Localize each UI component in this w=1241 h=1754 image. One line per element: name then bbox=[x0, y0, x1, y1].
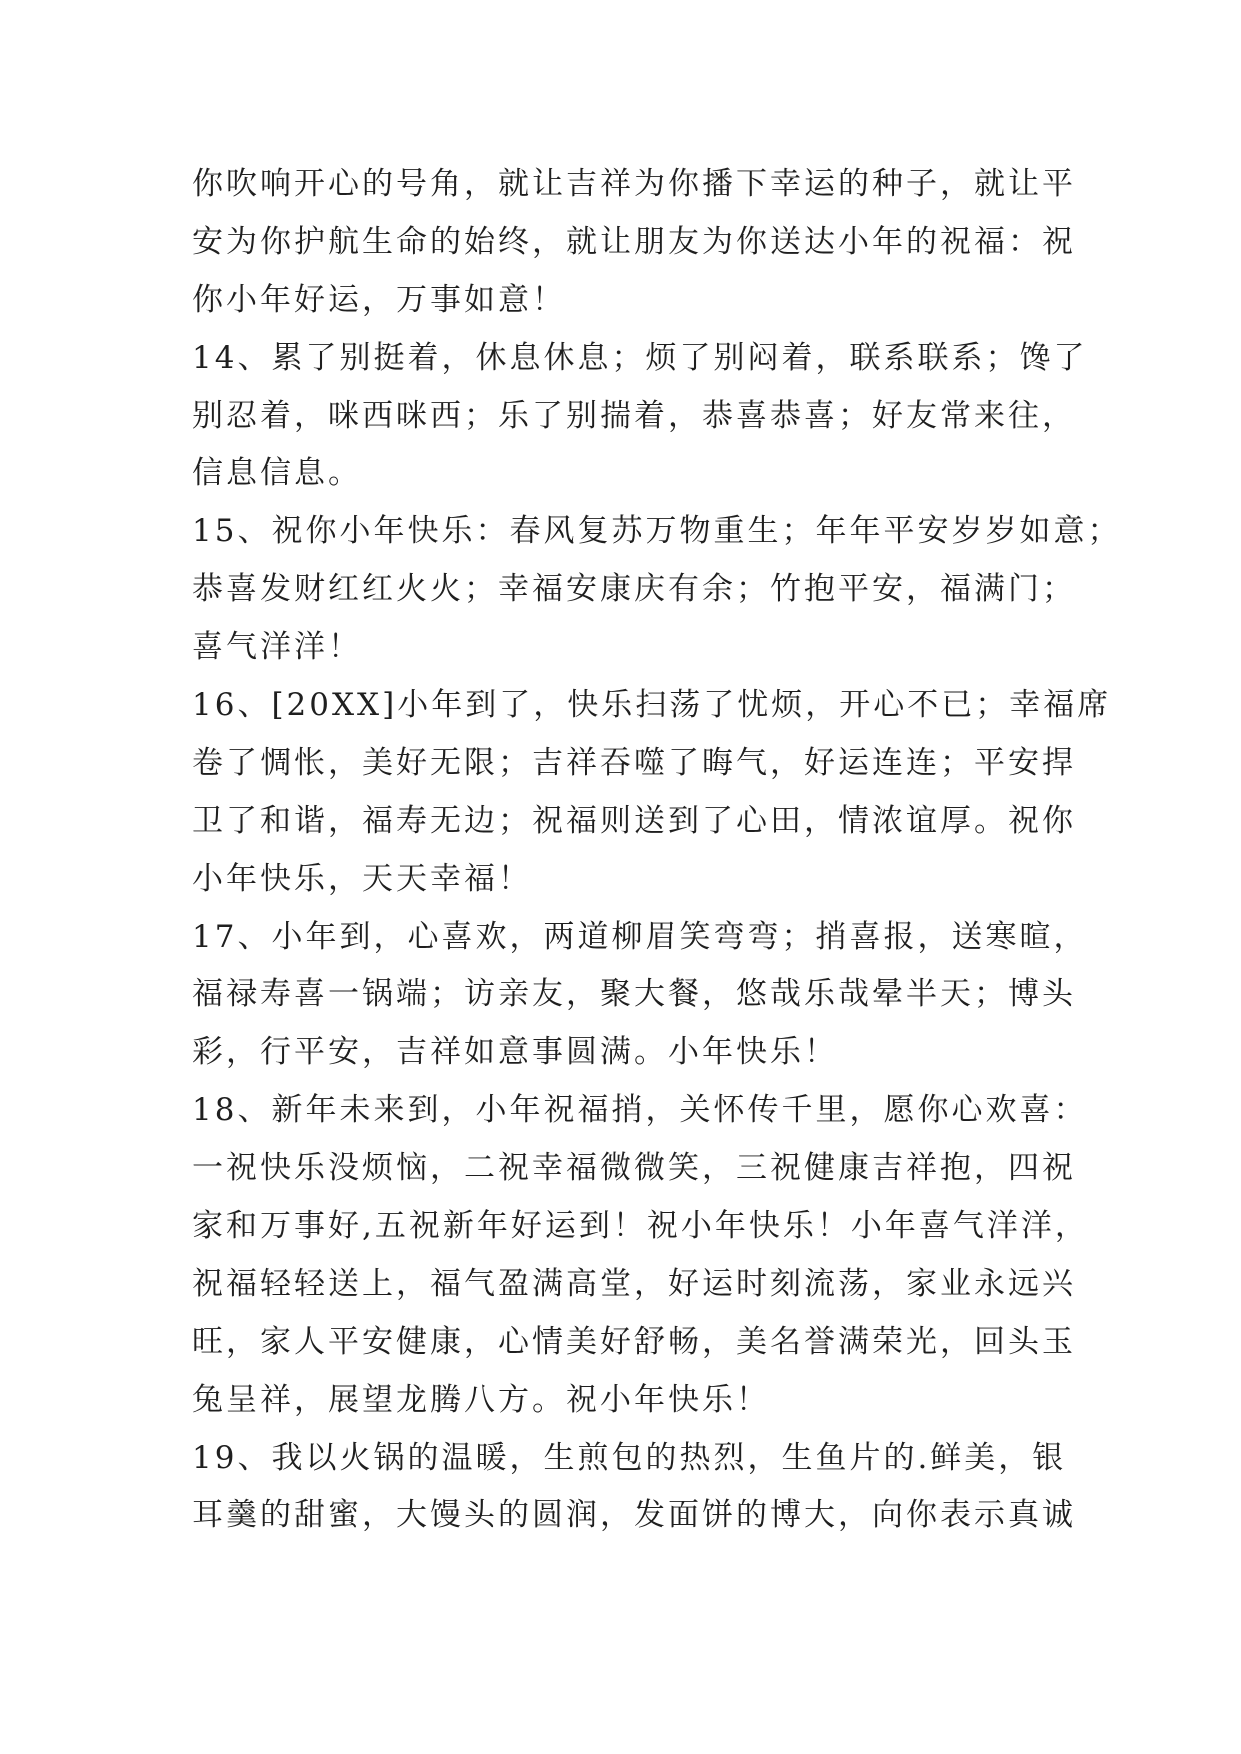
text-line: 旺，家人平安健康，心情美好舒畅，美名誉满荣光，回头玉 bbox=[192, 1323, 1076, 1360]
text-line: 19、我以火锅的温暖，生煎包的热烈，生鱼片的.鲜美，银 bbox=[192, 1439, 1067, 1476]
text-line: 喜气洋洋！ bbox=[192, 629, 362, 666]
text-line: 卫了和谐，福寿无边；祝福则送到了心田，情浓谊厚。祝你 bbox=[192, 802, 1076, 839]
body-text bbox=[192, 156, 1122, 1545]
text-line: 恭喜发财红红火火；幸福安康庆有余；竹抱平安，福满门； bbox=[192, 571, 1076, 608]
text-line: 耳羹的甜蜜，大馒头的圆润，发面饼的博大，向你表示真诚 bbox=[192, 1497, 1076, 1534]
text-line: 你小年好运，万事如意！ bbox=[192, 281, 566, 318]
text-line: 福禄寿喜一锅端；访亲友，聚大餐，悠哉乐哉晕半天；博头 bbox=[192, 976, 1076, 1013]
text-line: 兔呈祥，展望龙腾八方。祝小年快乐！ bbox=[192, 1381, 770, 1418]
text-line: 卷了惆怅，美好无限；吉祥吞噬了晦气，好运连连；平安捍 bbox=[192, 744, 1076, 781]
text-line: 14、累了别挺着，休息休息；烦了别闷着，联系联系；馋了 bbox=[192, 339, 1088, 376]
text-line: 安为你护航生命的始终，就让朋友为你送达小年的祝福：祝 bbox=[192, 223, 1076, 260]
text-line: 祝福轻轻送上，福气盈满高堂，好运时刻流荡，家业永远兴 bbox=[192, 1265, 1076, 1302]
text-line: 小年快乐，天天幸福！ bbox=[192, 860, 532, 897]
text-line: 17、小年到，心喜欢，两道柳眉笑弯弯；捎喜报，送寒暄， bbox=[192, 918, 1088, 955]
text-line: 16、[20XX]小年到了，快乐扫荡了忧烦，开心不已；幸福席 bbox=[192, 687, 1112, 724]
text-line: 家和万事好,五祝新年好运到！祝小年快乐！小年喜气洋洋， bbox=[192, 1208, 1089, 1245]
text-line: 一祝快乐没烦恼，二祝幸福微微笑，三祝健康吉祥抱，四祝 bbox=[192, 1150, 1076, 1187]
text-line: 18、新年未来到，小年祝福捎，关怀传千里，愿你心欢喜： bbox=[192, 1092, 1088, 1129]
text-line: 你吹响开心的号角，就让吉祥为你播下幸运的种子，就让平 bbox=[192, 166, 1076, 202]
text-line: 别忍着，咪西咪西；乐了别揣着，恭喜恭喜；好友常来往， bbox=[192, 397, 1076, 434]
text-line: 彩，行平安，吉祥如意事圆满。小年快乐！ bbox=[192, 1034, 838, 1071]
text-line: 信息信息。 bbox=[192, 455, 362, 492]
text-line: 15、祝你小年快乐：春风复苏万物重生；年年平安岁岁如意； bbox=[192, 513, 1122, 550]
